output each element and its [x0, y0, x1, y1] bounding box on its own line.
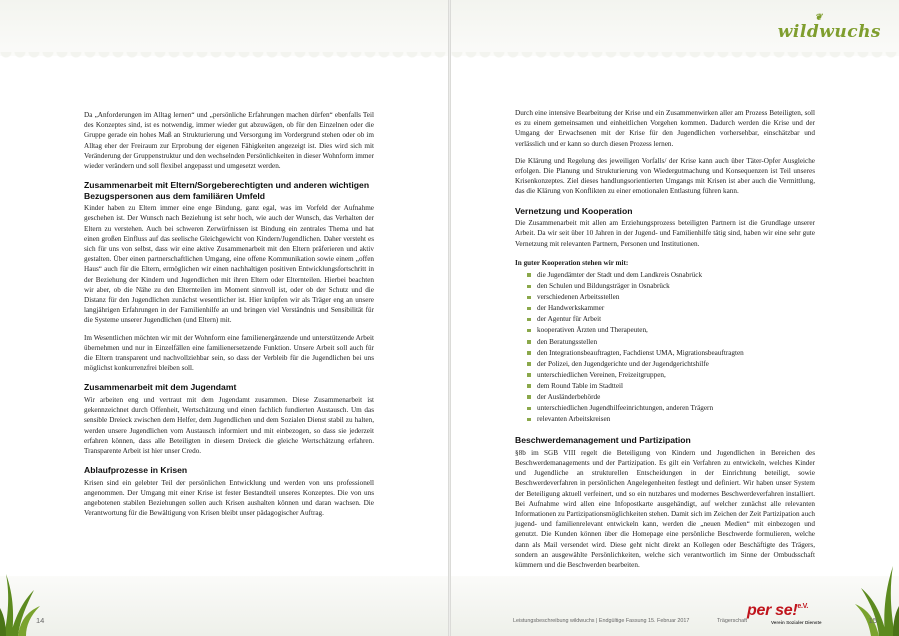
crisis-continued-paragraph: Durch eine intensive Bearbeitung der Krise und ein Zusammenwirken aller am Prozess Beteiligten, soll es zu einem gemeinsamen und einheitlichen Vorgehen kommen. Dadurch werden die Krise und der Umgang der Erwachsenen mit der Krise für den Jugendlichen vorhersehbar, einschätzbar und verlässlich und er kann so durch diesen Prozess lernen. [515, 109, 815, 148]
footer-text: Leistungsbeschreibung wildwuchs | Endgültige Fassung 15. Februar 2017 [513, 618, 690, 624]
section-heading-networking: Vernetzung und Kooperation [515, 205, 633, 216]
right-text-column [515, 108, 815, 577]
list-item: die Jugendämter der Stadt und dem Landkreis Osnabrück [527, 270, 815, 281]
brand-name: per se! [747, 602, 798, 619]
list-item: den Beratungsstellen [527, 337, 815, 348]
crisis-paragraph: Krisen sind ein gelebter Teil der persönlichen Entwicklung und werden von uns professionell angenommen. Der Umgang mit einer Krise ist fester Bestandteil unseres Konzeptes. Die von uns angebotenen stabilen Beziehungen sollen auch Krisen aushalten können und daran wachsen. Die Verantwortung für die Bewältigung von Krisen bleibt unser pädagogischer Auftrag. [84, 478, 374, 518]
traegerschaft-label: Trägerschaft [717, 618, 748, 624]
section-heading-crisis: Ablaufprozesse in Krisen [84, 465, 188, 476]
page-number-right: 15 [868, 616, 877, 625]
list-item: den Schulen und Bildungsträger in Osnabrück [527, 281, 815, 292]
left-page [0, 0, 448, 636]
list-item: der Polizei, den Jugendgerichte und der Jugendgerichtshilfe [527, 359, 815, 370]
parents-paragraph-1: Kinder haben zu Eltern immer eine enge Bindung, ganz egal, was im Vorfeld der Aufnahme geschehen ist. Der Wunsch nach Beziehung ist sehr hoch, wie auch der Wunsch, das Verhalten der Eltern zu verstehen. Auch bei schweren Zerwürfnissen ist Bindung ein zentrales Thema und hat einen großen Einfluss auf das seelische Gleichgewicht von Kindern/Jugendlichen. Daher versteht es sich für uns von selbst, dass wir eine aktive Zusammenarbeit mit den Eltern präferieren und aktiv gestalten. Über einen partnerschaftlichen Umgang, eine offene Kommunikation sowie einem „offen Haus“ auch für die Eltern, ermöglichen wir einen nachhaltigen positiven Entwicklungsfortschritt in der Beziehung der Kindern und Jugendlichen mit ihren Eltern oder Elternteilen. Hierbei beachten wir aber, ob die Nähe zu den Elternteilen im Moment sinnvoll ist, oder ob der Schutz und die Distanz für den Jugendlichen zunächst wesentlicher ist. Hier knüpfen wir als Träger eng an unsere langjährigen Erfahrungen in der Familienhilfe an und bringen viel Verständnis und Sensibilität für die Systeme unserer Jugendlichen (und Eltern) mit. [84, 204, 374, 325]
wildwuchs-logo [777, 13, 881, 42]
crisis-resolution-paragraph: Die Klärung und Regelung des jeweiligen Vorfalls/ der Krise kann auch über Täter-Opfer Ausgleiche erfolgen. Die Planung und Strukturierung von Wiedergutmachung und Konsequenzen ist Teil unseres Krisenkonzeptes. Ziel dieses handlungsorientierten Umgangs mit Krisen ist aber auch die Vermittlung, das die Klärung von Konflikten zu einer emotionalen Entlastung führen kann. [515, 156, 815, 196]
per-se-logo [747, 602, 808, 620]
section-heading-complaints: Beschwerdemanagement und Partizipation [515, 435, 691, 446]
logo-text: wildwuchs [777, 22, 881, 42]
brand-suffix: e.V. [797, 603, 808, 610]
list-item: relevanten Arbeitskreisen [527, 414, 815, 425]
cooperation-lead: In guter Kooperation stehen wir mit: [515, 258, 629, 267]
list-item: der Ausländerbehörde [527, 392, 815, 403]
brand-subtitle: Verein Sozialer Dienste [771, 620, 822, 625]
grass-decoration-icon [829, 546, 899, 636]
left-text-column [84, 110, 374, 526]
list-item: verschiedenen Arbeitsstellen [527, 292, 815, 303]
complaints-paragraph: §8b im SGB VIII regelt die Beteiligung von Kindern und Jugendlichen in Bereichen des Beschwerdemanagements und der Partizipation. Es gilt ein Verfahren zu entwickeln, welches Kinder und Jugendliche an strukturellen Entscheidungen in der Einrichtung beteiligt, sowie Beschwerdeverfahren in persönlichen Angelegenheiten festlegt und definiert. Wir haben unser System der Beteiligung aktuell verfeinert, und so ein nutzbares und modernes Beschwerdeverfahren installiert. Bei Aufnahme wird allen eine Infopostkarte ausgehändigt, auf welcher zunächst alle relevanten Informationen zu Partizipationsmöglichkeiten stehen. Damit sich im Zeichen der Zeit Partizipation auch jugend- und familienrelevant entwickeln kann, werden die „neuen Medien“ mit einbezogen und genutzt. Die Kunden können über die Homepage eine persönliche Beschwerde formulieren, welche dann als Mail versendet wird. Diese geht nicht direkt an Kollegen oder Beschäftigte des Trägers, sondern an ausgewählte Persönlichkeiten, welche sich verantwortlich im Sinne der Ombudsschaft kümmern und die Beschwerden bearbeiten. [515, 448, 815, 569]
page-number-left: 14 [36, 616, 45, 625]
list-item: den Integrationsbeauftragten, Fachdienst UMA, Migrationsbeauftragten [527, 348, 815, 359]
list-item: der Handwerkskammer [527, 303, 815, 314]
list-item: der Agentur für Arbeit [527, 314, 815, 325]
parents-paragraph-2: Im Wesentlichen möchten wir mit der Wohnform eine familienergänzende und unterstützende Arbeit übernehmen und nur in Einzelfällen eine familienersetzende Funktion. Unsere Arbeit soll auch für die Eltern transparent und nachvollziehbar sein, so dass der Verbleib für die Jugendlichen bei uns möglichst konkurrenzfrei bleiben soll. [84, 333, 374, 373]
cooperation-list [515, 270, 815, 425]
list-item: kooperativen Ärzten und Therapeuten, [527, 325, 815, 336]
networking-paragraph: Die Zusammenarbeit mit allen am Erziehungsprozess beteiligten Partnern ist die Grundlage unserer Arbeit. Da wir seit über 10 Jahren in der Jugend- und Familienhilfe tätig sind, haben wir eine sehr gute Vernetzung mit relevanten Partnern, Personen und Institutionen. [515, 219, 815, 248]
section-heading-parents: Zusammenarbeit mit Eltern/Sorgeberechtigten und anderen wichtigen Bezugspersonen aus dem familiären Umfeld [84, 180, 370, 201]
youth-office-paragraph: Wir arbeiten eng und vertraut mit dem Jugendamt zusammen. Diese Zusammenarbeit ist gekennzeichnet durch Offenheit, Wertschätzung und einen fachlich fundierten Austausch. Um das sensible Dreieck zwischen dem Helfer, dem Jugendlichen und dem Sozialen Dienst stabil zu halten, werden unsere Jugendlichen vom Austausch informiert und mit einbezogen, so dass sie jederzeit erfahren können, dass alle Beteiligten in diesem Dreieck die gleiche Wertschätzung erfahren. Transparente Arbeit ist hier unser Credo. [84, 395, 374, 455]
right-page [451, 0, 899, 636]
intro-paragraph: Da „Anforderungen im Alltag lernen“ und „persönliche Erfahrungen machen dürfen“ ebenfalls Teil des Konzeptes sind, ist es notwendig, immer wieder gut abzuwägen, ob für den Einzelnen oder die Gruppe gerade ein hohes Maß an Strukturierung und Versorgung im Vordergrund stehen oder ob im Alltag eher der Freiraum zur Erprobung der eigenen Fähigkeiten angezeigt ist. Dies wird sich mit Veränderung der Gruppenstruktur und den wechselnden Persönlichkeiten in dieser Wohnform immer wieder verändern und soll flexibel angepasst und umgesetzt werden. [84, 111, 374, 171]
section-heading-youth-office: Zusammenarbeit mit dem Jugendamt [84, 382, 237, 393]
list-item: unterschiedlichen Jugendhilfeeinrichtungen, anderen Trägern [527, 403, 815, 414]
sprout-icon: ❦ [814, 13, 823, 23]
list-item: unterschiedlichen Vereinen, Freizeitgruppen, [527, 370, 815, 381]
top-decor-band [0, 0, 448, 56]
list-item: dem Round Table im Stadtteil [527, 381, 815, 392]
